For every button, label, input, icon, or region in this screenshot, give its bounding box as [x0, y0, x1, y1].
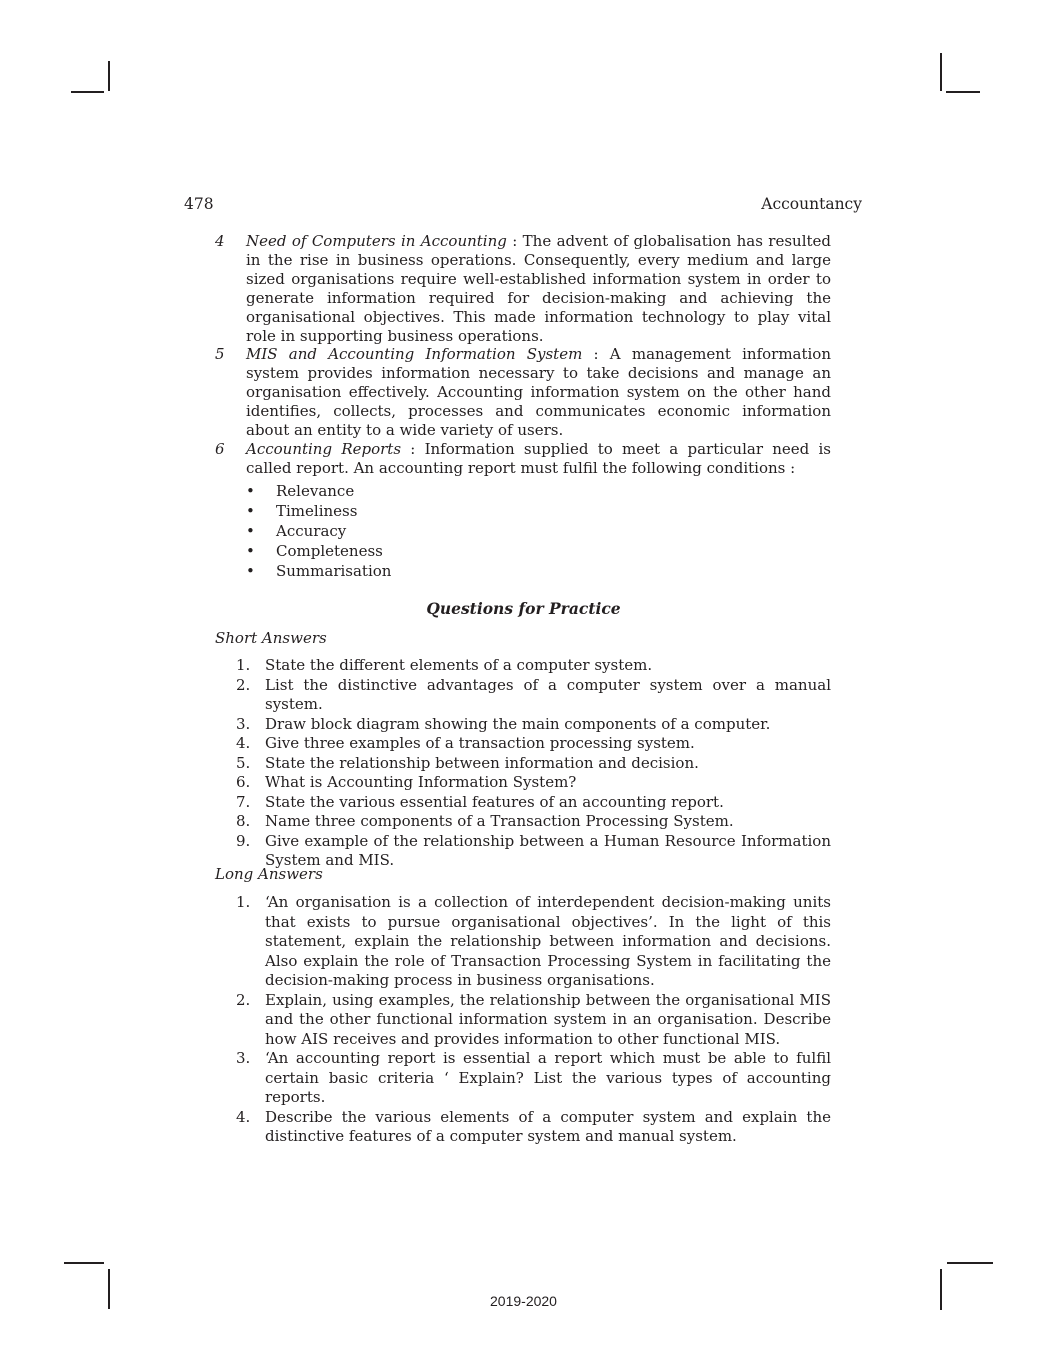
question-text: Name three components of a Transaction Processing System.	[265, 812, 734, 830]
question-item	[215, 773, 831, 793]
bullet-icon: •	[246, 501, 255, 520]
question-text: Give three examples of a transaction processing system.	[265, 734, 695, 752]
question-text: Draw block diagram showing the main components of a computer.	[265, 714, 771, 733]
question-item	[215, 676, 831, 715]
question-number: 7.	[236, 792, 251, 811]
point-title: Need of Computers in Accounting	[246, 232, 507, 250]
question-text: State the different elements of a computer system.	[265, 656, 653, 674]
question-item	[215, 893, 831, 991]
question-number: 2.	[236, 990, 251, 1009]
question-item	[215, 812, 831, 832]
condition-label: Completeness	[276, 541, 383, 560]
list-item	[246, 481, 831, 501]
conditions-list	[215, 481, 831, 581]
question-text: Give example of the relationship between a Human Resource Information System and MIS.	[265, 831, 831, 869]
list-item	[246, 541, 831, 561]
condition-label: Timeliness	[276, 501, 358, 520]
question-number: 1.	[236, 656, 251, 674]
question-item	[215, 754, 831, 774]
bullet-icon: •	[246, 521, 255, 540]
bullet-icon: •	[246, 481, 255, 500]
question-item	[215, 715, 831, 735]
point-title: MIS and Accounting Information System	[246, 345, 583, 364]
short-answers-heading: Short Answers	[215, 629, 327, 647]
summary-point	[215, 232, 831, 345]
long-answers-heading: Long Answers	[215, 865, 323, 883]
list-item	[246, 521, 831, 541]
summary-point	[215, 440, 831, 478]
point-number: 6	[215, 439, 225, 458]
point-body	[246, 440, 831, 478]
question-item	[215, 991, 831, 1050]
question-number: 5.	[236, 753, 251, 772]
summary-point	[215, 345, 831, 440]
crop-mark-top-right-horizontal	[946, 91, 980, 93]
condition-label: Relevance	[276, 481, 355, 500]
list-item	[246, 501, 831, 521]
crop-mark-bottom-left-horizontal	[64, 1262, 104, 1264]
question-number: 2.	[236, 675, 251, 694]
question-item	[215, 793, 831, 813]
question-item	[215, 1049, 831, 1108]
page-number: 478	[184, 195, 214, 213]
point-body	[246, 232, 831, 345]
point-number: 4	[215, 232, 225, 250]
running-head: Accountancy	[761, 195, 862, 213]
question-number: 9.	[236, 831, 251, 850]
question-number: 8.	[236, 812, 251, 830]
question-item	[215, 656, 831, 676]
question-text: ‘An accounting report is essential a report which must be able to fulfil certain basic criteria ‘ Explain? List the various types of accounting reports.	[265, 1049, 831, 1106]
point-number: 5	[215, 345, 225, 364]
summary-points	[215, 232, 831, 581]
question-number: 3.	[236, 714, 251, 733]
crop-mark-bottom-right-horizontal	[947, 1262, 993, 1264]
point-body	[246, 345, 831, 440]
condition-label: Summarisation	[276, 561, 392, 580]
question-text: Explain, using examples, the relationship between the organisational MIS and the other functional information system in an organisation. Describe how AIS receives and provides information to other functional MIS.	[265, 990, 831, 1048]
question-item	[215, 734, 831, 754]
point-text: : A management information system provides information necessary to take decisions and manage an organisation effectively. Accounting information system on the other hand identifies, collects, processes and communicates economic information about an entity to a wide variety of users.	[246, 345, 831, 440]
question-text: State the various essential features of an accounting report.	[265, 792, 724, 811]
crop-mark-top-left-vertical	[108, 61, 110, 91]
question-number: 3.	[236, 1049, 251, 1067]
crop-mark-top-right-vertical	[940, 53, 942, 91]
list-item	[246, 561, 831, 581]
point-title: Accounting Reports	[246, 439, 402, 458]
condition-label: Accuracy	[276, 521, 347, 540]
question-item	[215, 1108, 831, 1147]
point-text: : The advent of globalisation has resulted in the rise in business operations. Consequently, every medium and large sized organisations require well-established information system in order to generate information required for decision-making and achieving the organisational objectives. This made information technology to play vital role in supporting business operations.	[246, 232, 831, 345]
footer-year: 2019-2020	[490, 1293, 557, 1309]
question-text: State the relationship between information and decision.	[265, 753, 699, 772]
question-text: Describe the various elements of a computer system and explain the distinctive features of a computer system and manual system.	[265, 1107, 831, 1145]
section-heading: Questions for Practice	[426, 599, 621, 618]
question-number: 6.	[236, 773, 251, 791]
question-text: What is Accounting Information System?	[265, 773, 577, 791]
question-text: List the distinctive advantages of a computer system over a manual system.	[265, 675, 831, 713]
question-text: ‘An organisation is a collection of interdependent decision-making units that exists to pursue organisational objectives’. In the light of this statement, explain the relationship between information and decisions. Also explain the role of Transaction Processing System in facilitating the decision-making process in business organisations.	[265, 893, 831, 989]
question-number: 1.	[236, 893, 251, 911]
short-answers-list	[215, 656, 831, 871]
bullet-icon: •	[246, 561, 255, 580]
bullet-icon: •	[246, 541, 255, 560]
crop-mark-top-left-horizontal	[71, 91, 104, 93]
long-answers-list	[215, 893, 831, 1147]
question-number: 4.	[236, 734, 251, 752]
point-text: : Information supplied to meet a particular need is called report. An accounting report must fulfil the following conditions :	[246, 439, 832, 477]
question-number: 4.	[236, 1107, 251, 1126]
